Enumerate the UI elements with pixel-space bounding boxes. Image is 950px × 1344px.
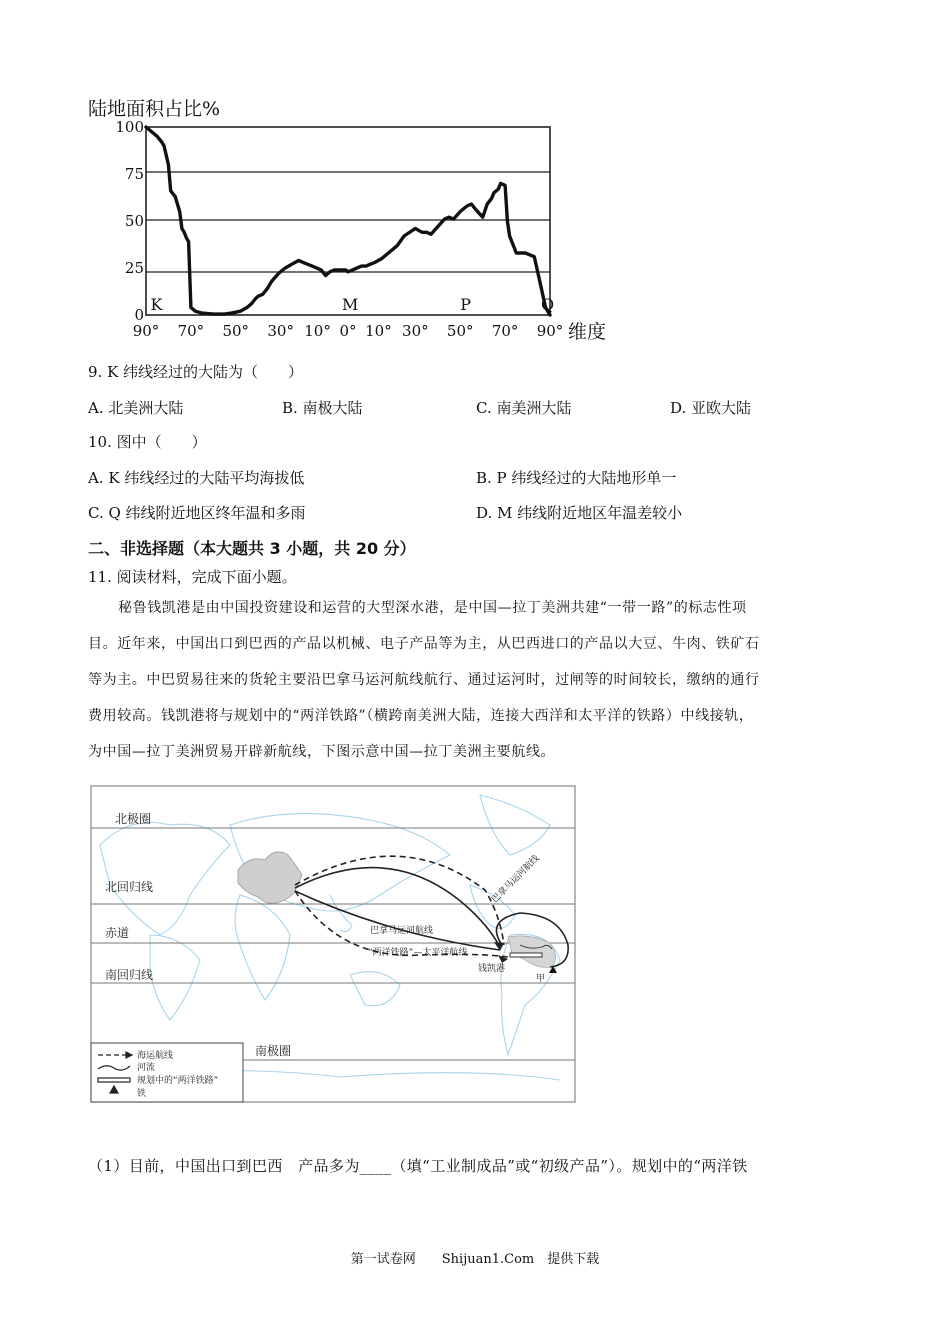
x-tick-label: 0° <box>339 322 357 340</box>
chart-frame <box>146 127 550 315</box>
page-footer: 第一试卷网 Shijuan1.Com 提供下载 <box>350 1252 600 1267</box>
y-tick-label: 25 <box>124 259 144 277</box>
label-chancay-port: 钱凯港 <box>478 964 506 974</box>
y-tick-label: 100 <box>115 118 144 136</box>
x-tick-label: 90° <box>536 322 564 340</box>
y-tick-label: 75 <box>124 165 144 183</box>
map-legend <box>91 1043 243 1102</box>
material-line-1: 秘鲁钱凯港是由中国投资建设和运营的大型深水港，是中国—拉丁美洲共建“一带一路”的标志性项 <box>118 600 747 616</box>
letter-label: Q <box>541 295 555 314</box>
label-arctic-circle: 北极圈 <box>115 812 152 826</box>
q9-stem: 9. K 纬线经过的大陆为（ ） <box>88 363 304 381</box>
material-line-5: 为中国—拉丁美洲贸易开辟新航线，下图示意中国—拉丁美洲主要航线。 <box>88 744 556 760</box>
q10-option-b[interactable]: B. P 纬线经过的大陆地形单一 <box>476 469 677 487</box>
x-tick-labels <box>133 322 564 340</box>
y-tick-labels <box>115 118 144 324</box>
legend-river: 河流 <box>137 1063 156 1073</box>
x-tick-label: 30° <box>402 322 429 340</box>
letter-label: M <box>342 295 359 314</box>
q10-option-c[interactable]: C. Q 纬线附近地区终年温和多雨 <box>88 504 306 522</box>
legend-railway: 规划中的“两洋铁路” <box>137 1076 219 1086</box>
q9-option-a[interactable]: A. 北美洲大陆 <box>88 399 184 417</box>
trade-route-map <box>90 785 578 1105</box>
section2-title: 二、非选择题（本大题共 3 小题，共 20 分） <box>88 539 416 558</box>
chart-gridlines <box>146 172 550 272</box>
railway-line <box>510 953 542 957</box>
x-tick-label: 10° <box>365 322 392 340</box>
land-area-chart <box>0 85 640 350</box>
chart-ylabel: 陆地面积占比% <box>88 98 221 120</box>
label-panama-right: 巴拿马运河航线 <box>490 853 542 906</box>
q11-material <box>88 590 888 770</box>
label-tropic-north: 北回归线 <box>105 880 154 894</box>
label-railway-route: “两洋铁路”—太平洋航线 <box>368 948 468 958</box>
x-tick-label: 70° <box>177 322 205 340</box>
q10-stem: 10. 图中（ ） <box>88 433 207 451</box>
material-line-3: 等为主。中巴贸易往来的货轮主要沿巴拿马运河航线航行、通过运河时，过闸等的时间较长，缴纳的通行 <box>88 672 760 688</box>
q10-option-d[interactable]: D. M 纬线附近地区年温差较小 <box>476 504 683 522</box>
x-tick-label: 10° <box>304 322 331 340</box>
label-panama-mid: 巴拿马运河航线 <box>370 926 434 936</box>
label-antarctic-circle: 南极圈 <box>255 1044 292 1058</box>
q9-option-b[interactable]: B. 南极大陆 <box>282 399 363 417</box>
land-area-series-line <box>146 127 550 315</box>
x-tick-label: 90° <box>132 322 160 340</box>
letter-label: K <box>150 295 163 314</box>
x-tick-label: 50° <box>222 322 250 340</box>
material-line-2: 目。近年来，中国出口到巴西的产品以机械、电子产品等为主，从巴西进口的产品以大豆、牛肉、铁矿石 <box>88 636 760 652</box>
x-tick-label: 50° <box>446 322 474 340</box>
q9-option-c[interactable]: C. 南美洲大陆 <box>476 399 572 417</box>
letter-labels <box>150 295 554 314</box>
y-tick-label: 0 <box>134 306 144 324</box>
x-tick-label: 30° <box>267 322 294 340</box>
material-line-4: 费用较高。钱凯港将与规划中的“两洋铁路”（横跨南美洲大陆，连接大西洋和太平洋的铁路）中线接轨， <box>88 708 754 724</box>
letter-label: P <box>460 295 471 314</box>
legend-iron: 铁 <box>137 1089 147 1099</box>
y-tick-label: 50 <box>124 212 144 230</box>
label-tropic-south: 南回归线 <box>105 968 154 982</box>
q9-option-d[interactable]: D. 亚欧大陆 <box>670 399 752 417</box>
q11-sub1: （1）目前，中国出口到巴西 产品多为____（填“工业制成品”或“初级产品”）。规划中的“两洋铁 <box>88 1157 748 1175</box>
legend-sea-route: 海运航线 <box>137 1051 174 1061</box>
q10-option-a[interactable]: A. K 纬线经过的大陆平均海拔低 <box>88 469 305 487</box>
x-tick-label: 70° <box>491 322 519 340</box>
q11-stem: 11. 阅读材料，完成下面小题。 <box>88 568 297 586</box>
legend-railway-sample <box>98 1078 130 1082</box>
label-equator: 赤道 <box>105 926 130 940</box>
label-jia: 甲 <box>536 974 546 984</box>
chart-xlabel: 维度 <box>568 321 607 343</box>
